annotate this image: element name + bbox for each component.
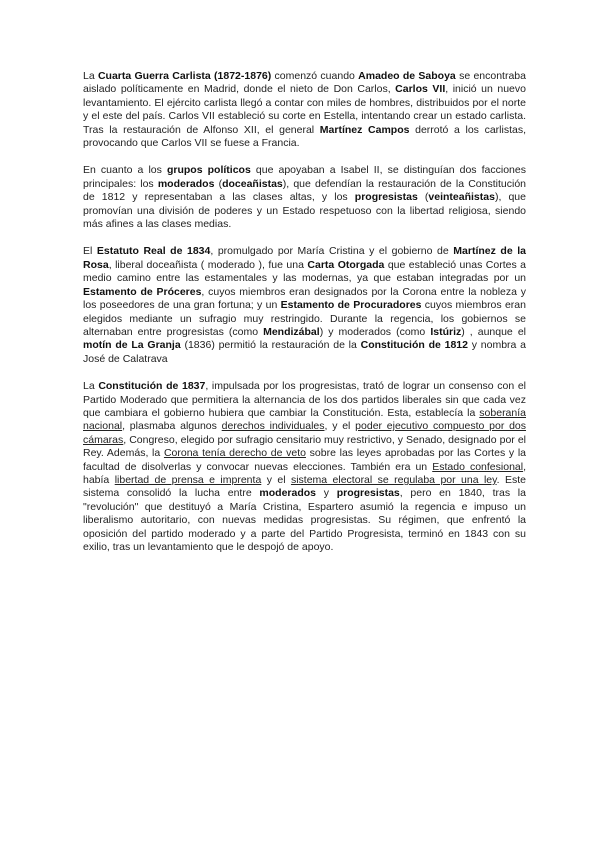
bold-term: veinteañistas <box>428 191 495 204</box>
text-run: y <box>316 487 337 500</box>
bold-term: Constitución de 1837 <box>98 380 206 393</box>
text-run: La <box>83 70 98 82</box>
text-run: y el <box>261 473 291 486</box>
text-run: , liberal doceañista ( moderado ), fue una <box>108 258 308 271</box>
text-run: , impulsada por los progresistas, trató de lograr un consenso con el Partido Moderado que permitiera la alternancia de los dos partidos liberales sin que cada vez que cambiara el gobierno hubiera que cambiar la Constitución. Esta, establecía la <box>83 380 526 419</box>
underlined-term: soberanía nacional <box>83 406 526 433</box>
text-run: La <box>83 380 99 393</box>
bold-term: motín de La Granja <box>83 339 181 352</box>
text-run: ( <box>214 177 223 190</box>
bold-term: Amadeo de Saboya <box>358 70 456 82</box>
bold-term: moderados <box>259 487 317 500</box>
text-run: . Este sistema consolidó la lucha entre <box>83 473 526 500</box>
bold-term: Martínez Campos <box>319 123 410 136</box>
bold-term: grupos políticos <box>166 164 251 177</box>
text-run: ), que promovían una división de poderes y un Estado respetuoso con la libertad religiosa, siendo más afines a las clases medias. <box>83 191 526 231</box>
bold-term: Carta Otorgada <box>307 258 385 271</box>
bold-term: Cuarta Guerra Carlista (1872-1876) <box>97 70 272 82</box>
underlined-term: Estado confesional <box>432 460 524 473</box>
text-run: , plasmaba algunos <box>122 420 222 433</box>
bold-term: progresistas <box>336 487 400 500</box>
bold-term: Martínez de la Rosa <box>83 245 526 271</box>
text-run: , Congreso, elegido por sufragio censitario muy restrictivo, y Senado, designado por el Rey. Además, la <box>83 433 526 460</box>
text-run: , inició un nuevo levantamiento. El ejército carlista llegó a contar con miles de hombres, distribuidos por el norte y el este del país. Carlos VII estableció su corte en Estella, intentando crear un estado carlista. Tras la restauración de Alfonso XII, el general <box>83 83 526 136</box>
bold-term: Estatuto Real de 1834 <box>96 245 211 258</box>
text-run: derrotó a los carlistas, provocando que Carlos VII se fuese a Francia. <box>83 123 526 150</box>
bold-term: moderados <box>157 177 215 190</box>
paragraph-grupos-politicos <box>83 164 526 231</box>
bold-term: Estamento de Procuradores <box>280 299 422 312</box>
text-run: , y el <box>324 420 356 433</box>
text-run: se encontraba aislado políticamente en Madrid, donde el nieto de Don Carlos, <box>83 70 526 96</box>
text-run: ) , aunque el <box>461 325 526 338</box>
text-run: y nombra a José de Calatrava <box>83 339 526 365</box>
paragraph-constitucion-1837 <box>83 380 526 554</box>
underlined-term: sistema electoral se regulaba por una ley <box>290 473 497 486</box>
underlined-term: poder ejecutivo compuesto por dos cámaras <box>83 420 527 446</box>
bold-term: Mendizábal <box>263 325 320 338</box>
text-run: (1836) permitió la restauración de la <box>180 339 361 352</box>
paragraph-estatuto-real <box>83 245 526 366</box>
text-run: ), que defendían la restauración de la Constitución de 1812 y representaban a las clases altas, y los <box>83 177 526 204</box>
bold-term: Carlos VII <box>395 83 446 96</box>
text-run: El <box>83 245 97 258</box>
bold-term: Istúriz <box>430 325 462 338</box>
underlined-term: derechos individuales <box>221 420 325 433</box>
text-run: comenzó cuando <box>271 70 359 82</box>
underlined-term: libertad de prensa e imprenta <box>114 473 262 486</box>
paragraph-cuarta-guerra-carlista <box>83 70 526 150</box>
text-run: sobre las leyes aprobadas por las Cortes y la facultad de disolverlas y convocar nuevas elecciones. También era un <box>83 447 527 473</box>
text-run: que estableció unas Cortes a medio camino entre las estamentales y las modernas, ya que estaban integradas por un <box>83 258 527 285</box>
text-run: , pero en 1840, tras la "revolución" que destituyó a María Cristina, Espartero asumió la regencia e impuso un liberalismo autoritario, con nuevas medidas progresistas. Su régimen, que enfrentó la oposición del partido moderado y a parte del Partido Progresista, terminó en 1843 con su exilio, tras un levantamiento que le despojó de apoyo. <box>83 487 526 553</box>
document-body <box>83 70 526 568</box>
text-run: En cuanto a los <box>83 164 167 177</box>
bold-term: Estamento de Próceres <box>83 285 202 298</box>
underlined-term: Corona tenía derecho de veto <box>163 447 306 460</box>
text-run: , había <box>83 460 527 486</box>
bold-term: progresistas <box>354 191 418 204</box>
bold-term: Constitución de 1812 <box>360 339 468 352</box>
text-run: , promulgado por María Cristina y el gobierno de <box>210 245 454 258</box>
text-run: que apoyaban a Isabel II, se distinguían dos facciones principales: los <box>83 164 526 190</box>
text-run: , cuyos miembros eran designados por la Corona entre la nobleza y los poseedores de una gran fortuna; y un <box>83 285 526 312</box>
text-run: ) y moderados (como <box>319 325 431 338</box>
text-run: cuyos miembros eran elegidos mediante un sufragio muy restringido. Durante la regencia, los gobiernos se alternaban entre progresistas (como <box>83 299 526 338</box>
bold-term: doceañistas <box>222 177 283 190</box>
text-run: ( <box>417 191 429 204</box>
